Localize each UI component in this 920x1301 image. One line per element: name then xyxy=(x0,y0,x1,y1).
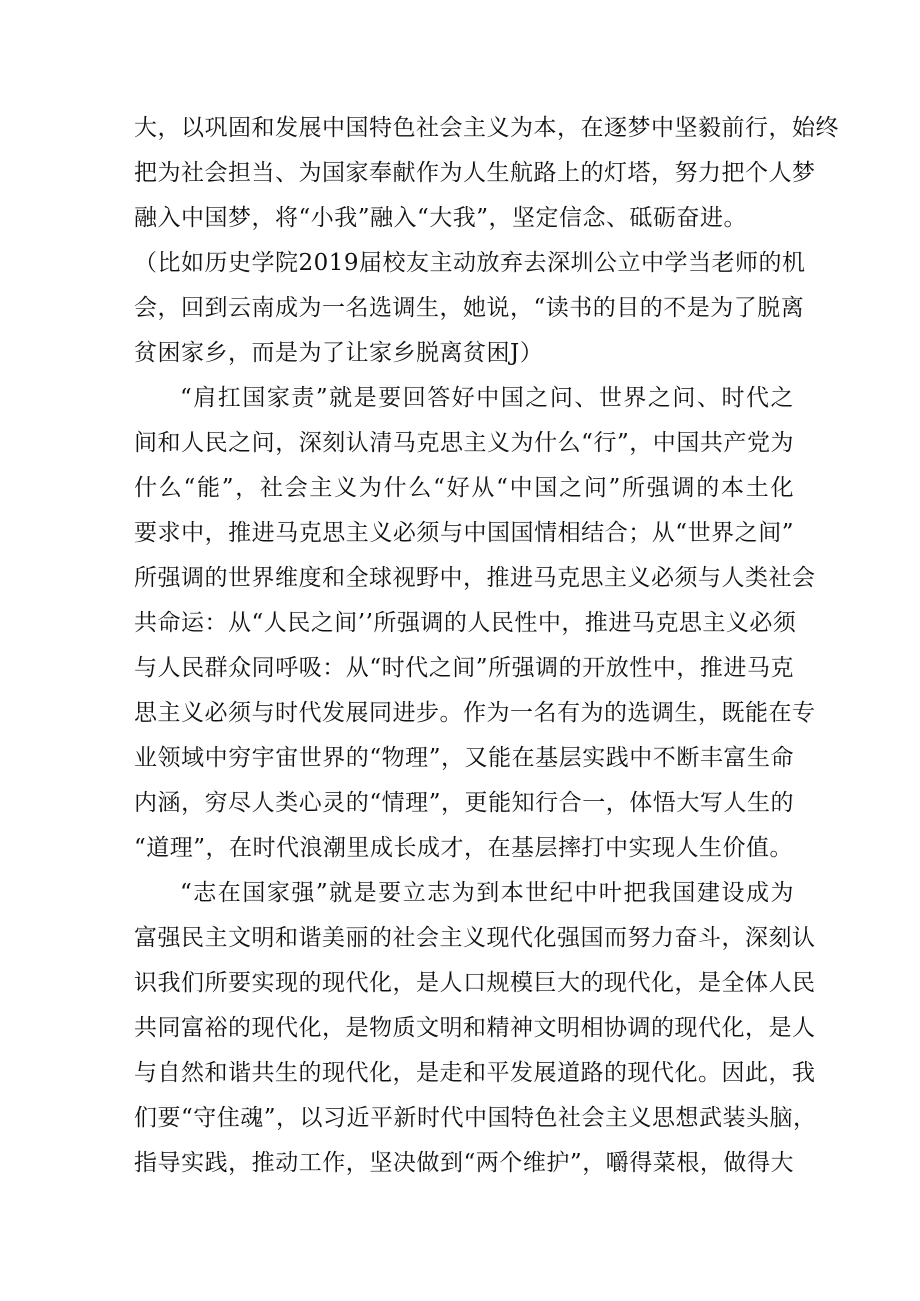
text-line: 们要“守住魂”，以习近平新时代中国特色社会主义思想武装头脑， xyxy=(134,1105,817,1131)
text-line: 共命运：从“人民之间’’所强调的人民性中，推进马克思主义必须 xyxy=(134,610,797,636)
paragraph-first-line: “志在国家强”就是要立志为到本世纪中叶把我国建设成为 xyxy=(180,880,794,906)
paragraph-first-line: “肩扛国家责”就是要回答好中国之问、世界之问、时代之 xyxy=(180,385,794,411)
text-line: 思主义必须与时代发展同进步。作为一名有为的选调生，既能在专 xyxy=(134,700,816,726)
text-line: 融入中国梦，将“小我”融入“大我”，坚定信念、砥砺奋进。 xyxy=(134,205,748,231)
text-line: 与自然和谐共生的现代化，是走和平发展道路的现代化。因此，我 xyxy=(134,1060,816,1086)
text-line: 贫困家乡，而是为了让家乡脱离贫困J） xyxy=(134,340,544,366)
text-line: 富强民主文明和谐美丽的社会主义现代化强国而努力奋斗，深刻认 xyxy=(134,925,816,951)
text-line: 内涵，穷尽人类心灵的“情理”，更能知行合一，体悟大写人生的 xyxy=(134,790,794,816)
text-line: （比如历史学院2019届校友主动放弃去深圳公立中学当老师的机 xyxy=(134,250,806,276)
text-line: 把为社会担当、为国家奉献作为人生航路上的灯塔，努力把个人梦 xyxy=(134,160,816,186)
text-line: 与人民群众同呼吸：从“时代之间”所强调的开放性中，推进马克 xyxy=(134,655,794,681)
text-line: 间和人民之问，深刻认清马克思主义为什么“行”，中国共产党为 xyxy=(134,430,794,456)
text-line: 什么“能”，社会主义为什么“好从“中国之问”所强调的本土化 xyxy=(134,475,794,501)
text-line: 指导实践，推动工作，坚决做到“两个维护”，嚼得菜根，做得大 xyxy=(134,1150,794,1176)
text-line: 识我们所要实现的现代化，是人口规模巨大的现代化，是全体人民 xyxy=(134,970,816,996)
text-line: 大，以巩固和发展中国特色社会主义为本，在逐梦中坚毅前行，始终 xyxy=(134,115,839,141)
text-line: 所强调的世界维度和全球视野中，推进马克思主义必须与人类社会 xyxy=(134,565,816,591)
text-line: “道理”，在时代浪潮里成长成才，在基层摔打中实现人生价值。 xyxy=(134,835,794,861)
text-line: 业领域中穷宇宙世界的“物理”，又能在基层实践中不断丰富生命 xyxy=(134,745,794,771)
text-line: 共同富裕的现代化，是物质文明和精神文明相协调的现代化，是人 xyxy=(134,1015,816,1041)
text-line: 会，回到云南成为一名选调生，她说，“读书的目的不是为了脱离 xyxy=(134,295,805,321)
text-line: 要求中，推进马克思主义必须与中国国情相结合；从“世界之间” xyxy=(134,520,794,546)
